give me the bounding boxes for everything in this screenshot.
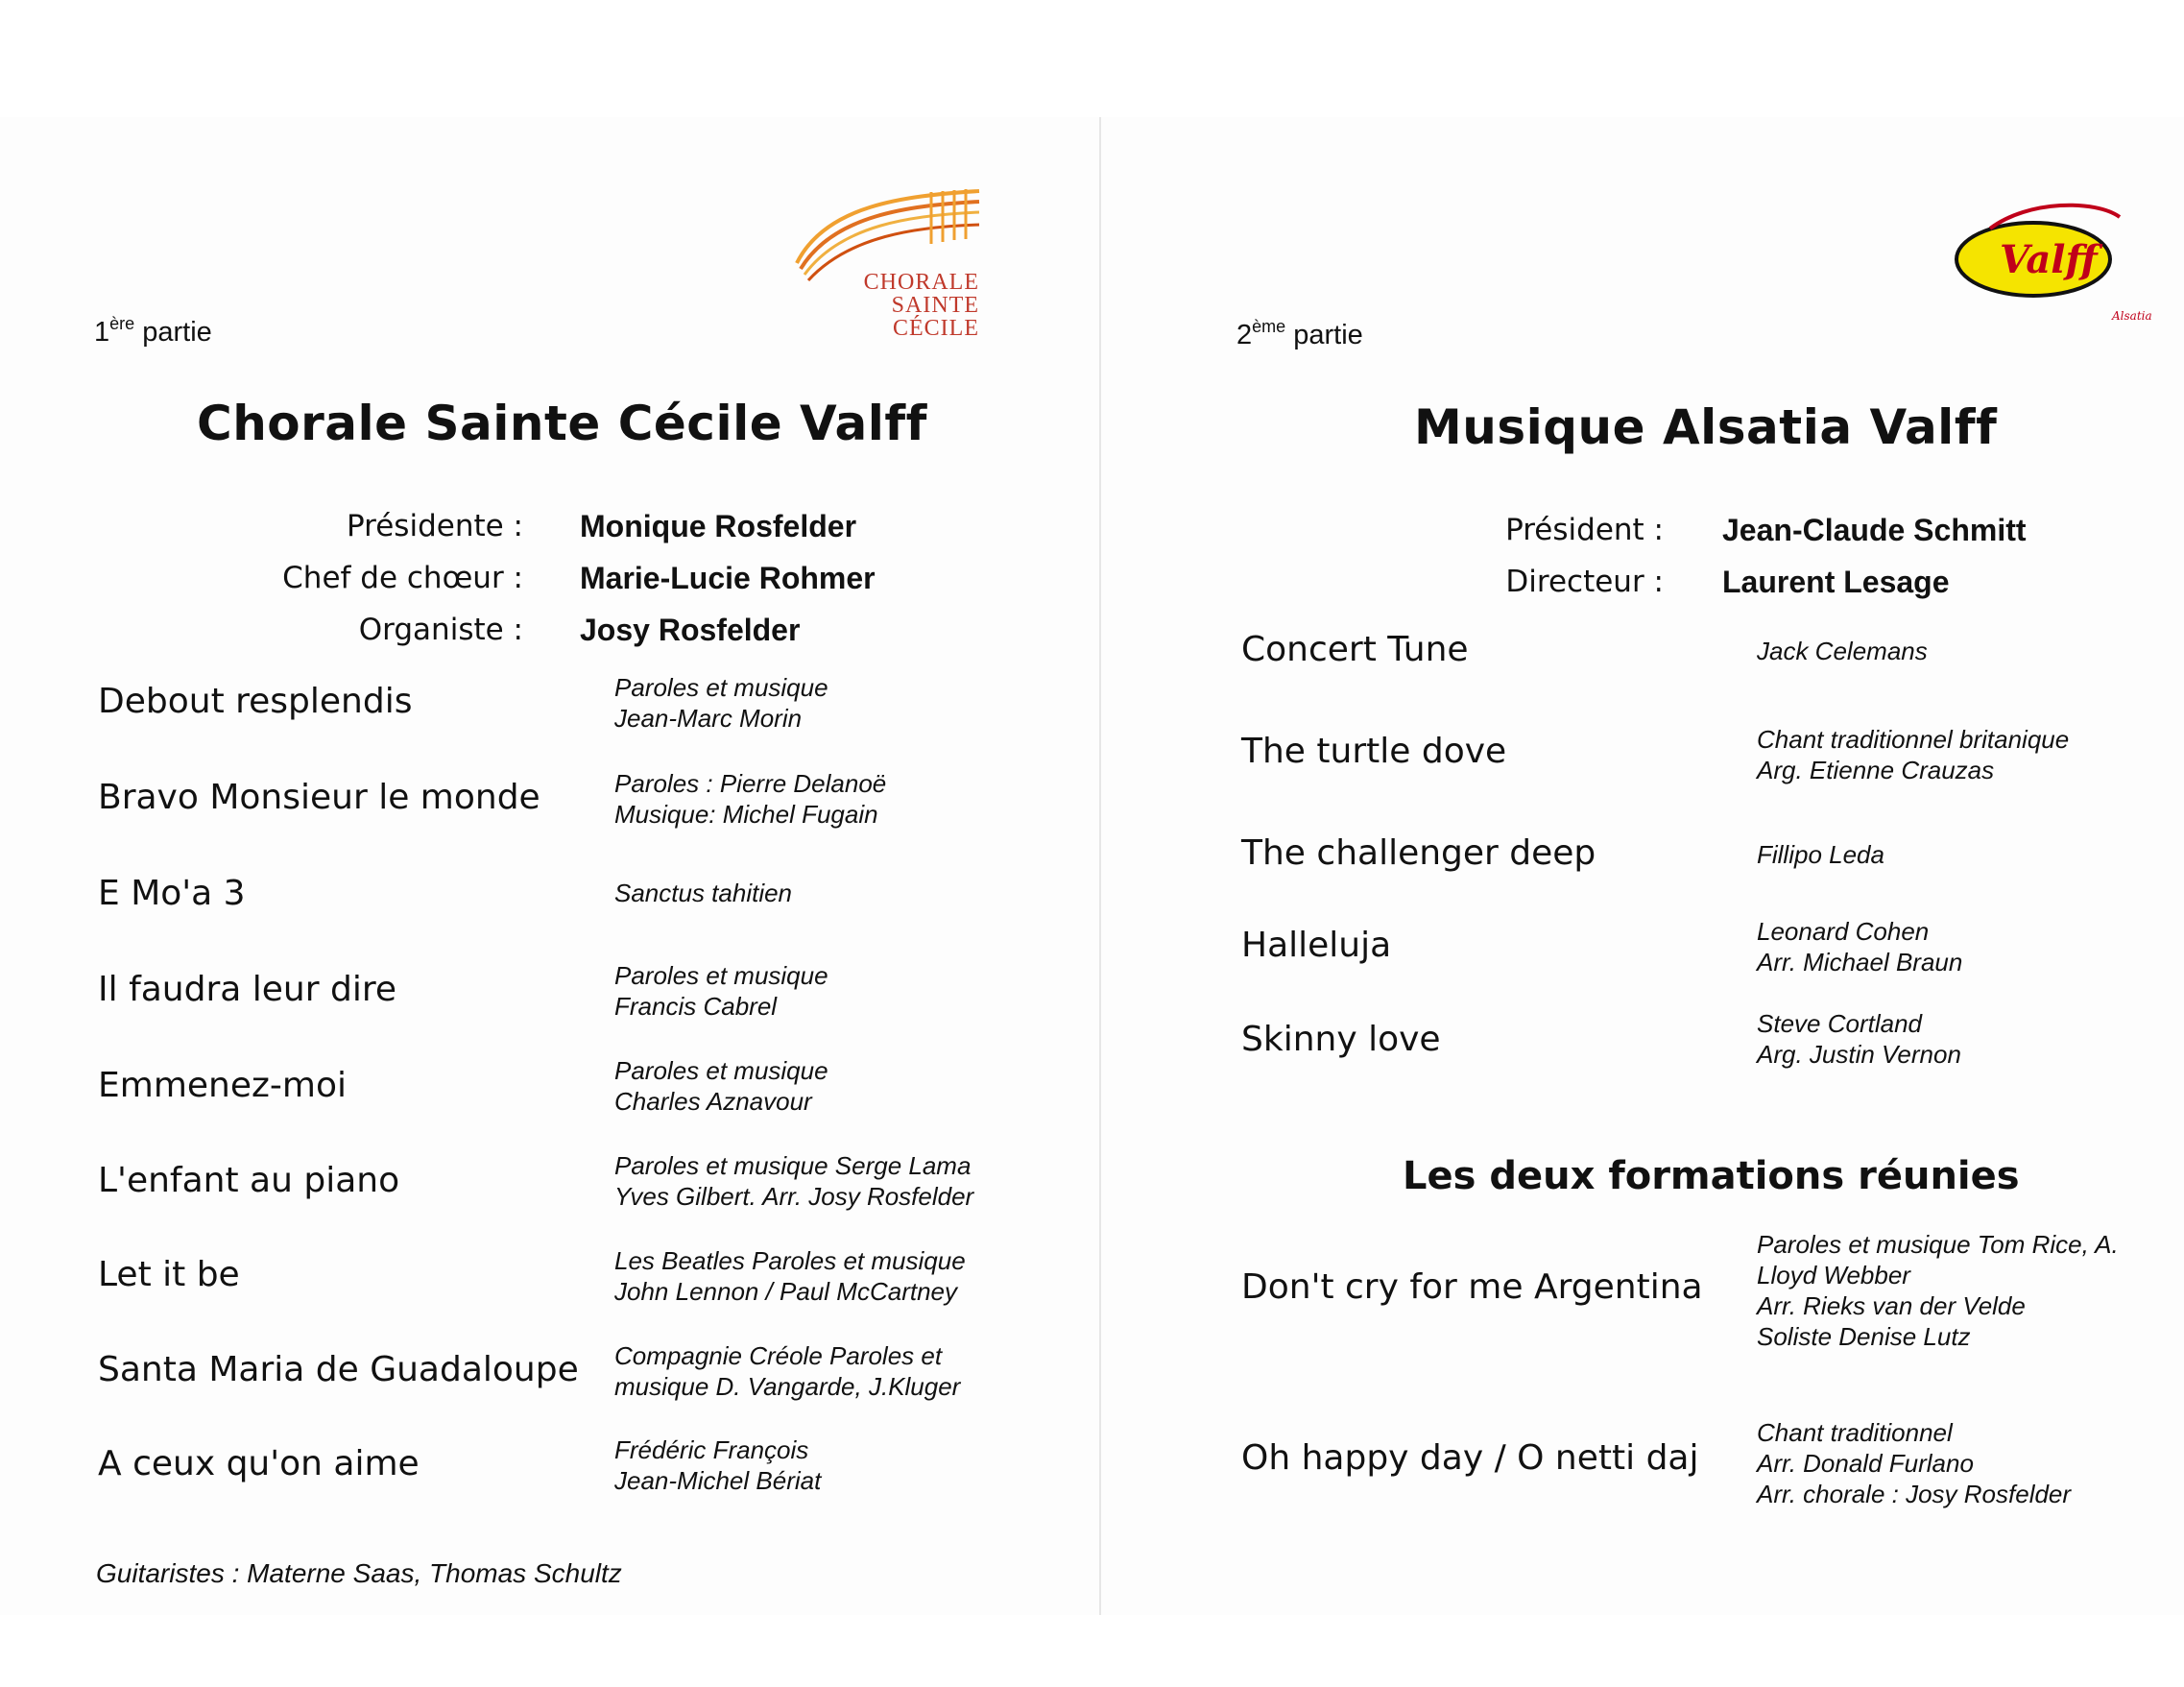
guitarists-note: Guitaristes : Materne Saas, Thomas Schultz xyxy=(96,1558,622,1588)
part-ordinal: ème xyxy=(1252,317,1286,336)
song-credit xyxy=(614,1340,960,1402)
credit-line: Sanctus tahitien xyxy=(614,879,793,907)
valff-logo-text: Valff xyxy=(2000,237,2098,282)
credit-line: Paroles et musique Serge Lama xyxy=(614,1151,972,1180)
credit-line: Fillipo Leda xyxy=(1757,840,1884,869)
credit-line: Lloyd Webber xyxy=(1757,1261,1910,1289)
song-title: The challenger deep xyxy=(1241,833,1596,873)
song-title: Santa Maria de Guadaloupe xyxy=(98,1350,579,1389)
credit-line: Frédéric François xyxy=(614,1435,809,1464)
chorale-logo-text xyxy=(835,271,979,340)
part-word: partie xyxy=(142,317,212,348)
song-credit xyxy=(1757,636,1928,666)
chorale-logo-line-1: CHORALE xyxy=(863,270,979,295)
credit-line: Jean-Michel Bériat xyxy=(614,1466,822,1495)
role-label: Directeur : xyxy=(1505,565,1664,599)
song-credit xyxy=(1757,1008,1961,1070)
song-title: Let it be xyxy=(98,1255,240,1294)
credit-line: Francis Cabrel xyxy=(614,992,778,1021)
song-credit xyxy=(614,768,886,830)
song-credit xyxy=(614,960,828,1022)
program-sheet xyxy=(0,117,2184,1615)
song-title: Bravo Monsieur le monde xyxy=(98,778,540,817)
credit-line: Arr. Rieks van der Velde xyxy=(1757,1291,2026,1320)
chorale-logo-line-3: CÉCILE xyxy=(893,316,979,341)
song-title: Halleluja xyxy=(1241,926,1392,965)
credit-line: Chant traditionnel britanique xyxy=(1757,725,2070,754)
credit-line: Arr. Donald Furlano xyxy=(1757,1449,1974,1478)
song-title: A ceux qu'on aime xyxy=(98,1444,420,1483)
part-number: 2 xyxy=(1236,320,1253,350)
song-credit xyxy=(1757,1417,2071,1509)
credit-line: Compagnie Créole Paroles et xyxy=(614,1341,943,1370)
credit-line: musique D. Vangarde, J.Kluger xyxy=(614,1372,961,1401)
chorale-logo-line-2: SAINTE xyxy=(891,293,979,318)
song-credit xyxy=(614,1150,973,1212)
role-name: Marie-Lucie Rohmer xyxy=(580,561,876,595)
role-label: Présidente : xyxy=(347,509,523,543)
role-label: Organiste : xyxy=(358,613,523,647)
credit-line: Paroles et musique xyxy=(614,1056,828,1085)
song-title: L'enfant au piano xyxy=(98,1161,400,1200)
part-number: 1 xyxy=(94,317,110,348)
song-title: Emmenez-moi xyxy=(98,1066,347,1105)
credit-line: Paroles et musique Tom Rice, A. xyxy=(1757,1230,2119,1259)
song-title: Skinny love xyxy=(1241,1020,1441,1059)
credit-line: Soliste Denise Lutz xyxy=(1757,1322,1971,1351)
song-title: Il faudra leur dire xyxy=(98,970,396,1009)
role-row xyxy=(1102,513,1664,551)
section-title-joint: Les deux formations réunies xyxy=(1403,1154,2020,1198)
credit-line: Paroles : Pierre Delanoë xyxy=(614,769,887,798)
song-title: The turtle dove xyxy=(1241,732,1507,771)
song-credit xyxy=(614,878,792,908)
role-label: Président : xyxy=(1505,513,1664,547)
song-credit xyxy=(1757,1229,2119,1352)
song-credit xyxy=(614,1245,966,1307)
song-credit xyxy=(1757,916,1962,977)
part-heading-1 xyxy=(94,314,212,349)
role-row xyxy=(0,613,523,651)
credit-line: Paroles et musique xyxy=(614,673,828,702)
part-word: partie xyxy=(1293,320,1363,350)
role-name: Josy Rosfelder xyxy=(580,613,801,647)
song-credit xyxy=(614,1055,828,1117)
left-page xyxy=(0,117,1101,1615)
role-row xyxy=(1102,565,1664,603)
credit-line: Arg. Etienne Crauzas xyxy=(1757,756,1995,784)
credit-line: Leonard Cohen xyxy=(1757,917,1930,946)
song-credit xyxy=(614,1434,821,1496)
page-title-musique: Musique Alsatia Valff xyxy=(1414,399,1998,455)
credit-line: Arg. Justin Vernon xyxy=(1757,1040,1961,1069)
song-title: Don't cry for me Argentina xyxy=(1241,1267,1703,1307)
right-page xyxy=(1102,117,2184,1615)
credit-line: Arr. Michael Braun xyxy=(1757,948,1963,976)
credit-line: Jack Celemans xyxy=(1757,637,1928,665)
credit-line: Musique: Michel Fugain xyxy=(614,800,878,829)
credit-line: Les Beatles Paroles et musique xyxy=(614,1246,966,1275)
role-row xyxy=(0,561,523,599)
credit-line: Jean-Marc Morin xyxy=(614,704,803,733)
valff-logo-subtext: Alsatia xyxy=(2112,309,2152,323)
credit-line: Arr. chorale : Josy Rosfelder xyxy=(1757,1480,2072,1508)
page-title-chorale: Chorale Sainte Cécile Valff xyxy=(197,396,927,451)
song-title: E Mo'a 3 xyxy=(98,874,246,913)
part-ordinal: ère xyxy=(109,314,135,333)
role-label: Chef de chœur : xyxy=(282,561,523,595)
credit-line: Chant traditionnel xyxy=(1757,1418,1953,1447)
role-name: Monique Rosfelder xyxy=(580,509,857,543)
song-title: Concert Tune xyxy=(1241,630,1469,669)
song-title: Debout resplendis xyxy=(98,682,413,721)
song-credit xyxy=(614,672,828,734)
song-credit xyxy=(1757,724,2069,785)
credit-line: Yves Gilbert. Arr. Josy Rosfelder xyxy=(614,1182,974,1211)
song-title: Oh happy day / O netti daj xyxy=(1241,1438,1699,1478)
credit-line: Paroles et musique xyxy=(614,961,828,990)
role-row xyxy=(0,509,523,547)
role-name: Jean-Claude Schmitt xyxy=(1722,513,2027,547)
part-heading-2 xyxy=(1236,317,1363,351)
role-name: Laurent Lesage xyxy=(1722,565,1950,599)
credit-line: John Lennon / Paul McCartney xyxy=(614,1277,957,1306)
song-credit xyxy=(1757,839,1884,870)
credit-line: Steve Cortland xyxy=(1757,1009,1922,1038)
credit-line: Charles Aznavour xyxy=(614,1087,812,1116)
